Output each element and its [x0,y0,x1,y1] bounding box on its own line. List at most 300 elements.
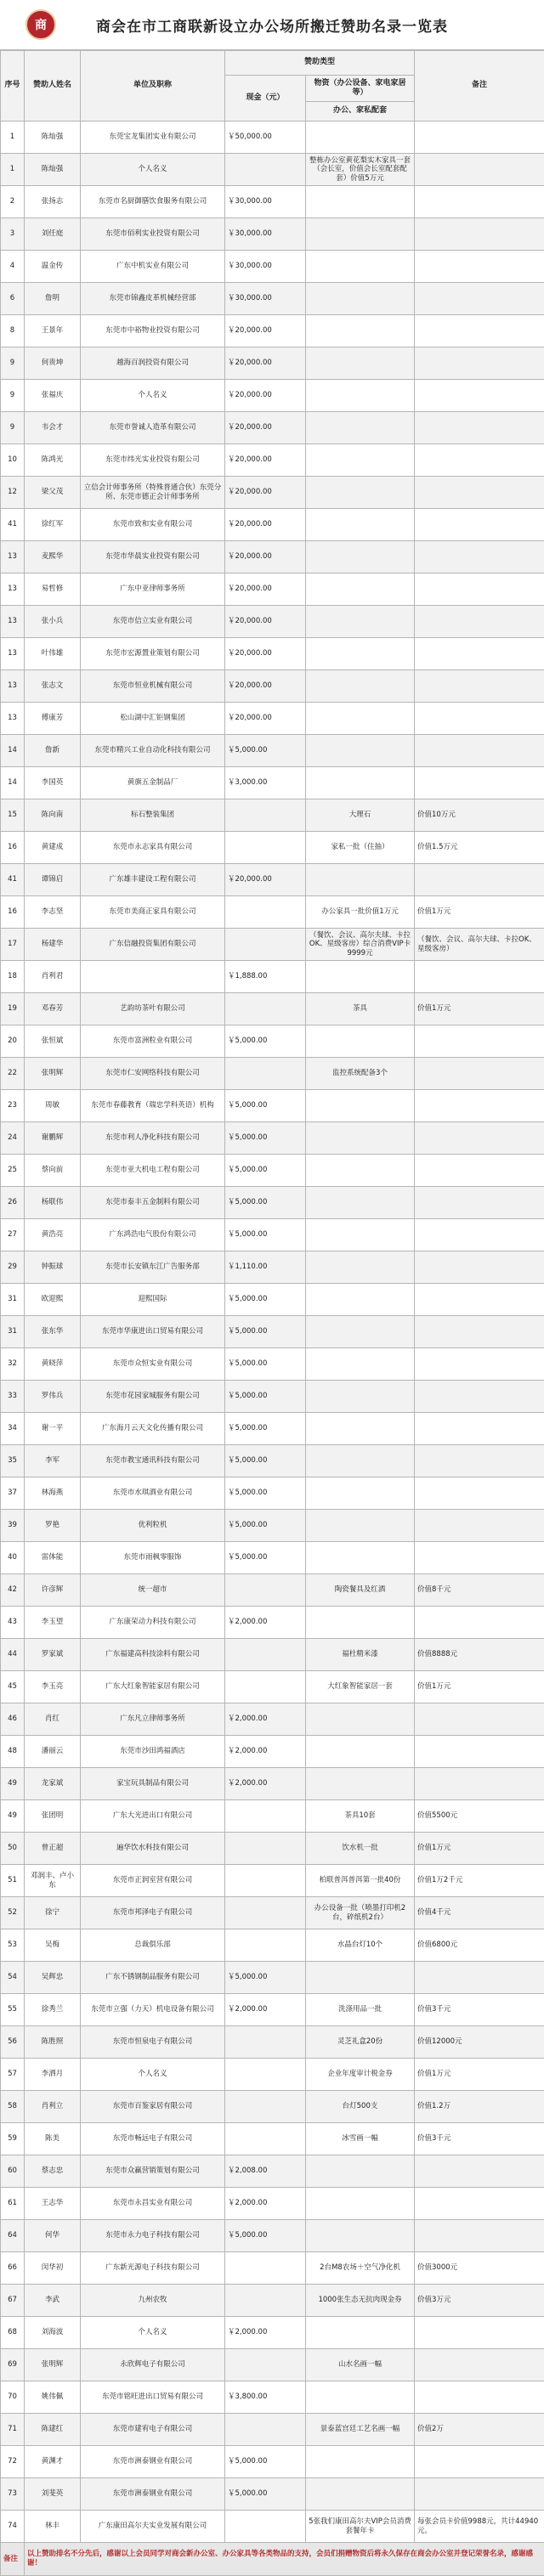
row-name: 肖利立 [25,2091,81,2123]
row-cash: ￥2,000.00 [225,2188,306,2220]
row-goods [306,251,415,283]
table-row [1,1703,544,1736]
row-cash: ￥5,000.00 [225,2446,306,2478]
table-row [1,1833,544,1865]
row-seq: 13 [1,573,25,606]
row-note: 价值3000元 [415,2252,544,2285]
row-note [415,1284,544,1316]
row-goods [306,2155,415,2188]
row-name: 曾正超 [25,1833,81,1865]
table-row [1,1251,544,1284]
row-note: 价值3千元 [415,1994,544,2026]
table-row [1,2026,544,2059]
row-note: 价值1.2万 [415,2091,544,2123]
row-unit: 东莞市立强（力天）机电设备有限公司 [81,1994,225,2026]
row-cash: ￥20,000.00 [225,606,306,638]
table-row [1,2317,544,2349]
row-name: 何华 [25,2220,81,2252]
row-cash: ￥5,000.00 [225,1122,306,1155]
row-unit: 东莞市誉诚人造革有限公司 [81,412,225,444]
row-goods [306,1736,415,1768]
row-cash [225,1800,306,1833]
row-name: 谭锦启 [25,864,81,896]
row-name: 陈向南 [25,799,81,832]
table-row [1,1962,544,1994]
row-goods: 5张我们康田高尔夫VIP会员消费套餐年卡 [306,2511,415,2543]
row-name: 刘海波 [25,2317,81,2349]
row-goods [306,1219,415,1251]
row-name: 张团明 [25,1800,81,1833]
row-note [415,154,544,186]
row-cash [225,1929,306,1962]
row-goods [306,1768,415,1800]
row-cash: ￥5,000.00 [225,1025,306,1058]
row-goods [306,1962,415,1994]
row-unit: 广东信融投资集团有限公司 [81,929,225,961]
row-seq: 72 [1,2446,25,2478]
row-seq: 51 [1,1865,25,1897]
row-note [415,1381,544,1413]
header-seq: 序号 [1,51,25,121]
table-row [1,477,544,509]
table-row [1,573,544,606]
row-seq: 43 [1,1607,25,1639]
row-unit: 东莞市洲泰钢业有限公司 [81,2446,225,2478]
row-unit: 广东康荣动力科技有限公司 [81,1607,225,1639]
row-name: 刘斐英 [25,2478,81,2511]
row-seq: 2 [1,186,25,218]
row-unit: 优利粒机 [81,1510,225,1542]
table-row [1,2155,544,2188]
table-row [1,1639,544,1671]
row-note [415,412,544,444]
row-unit: 遍华饮水科技有限公司 [81,1833,225,1865]
row-goods: （餐饮、会议、高尔夫球、卡拉OK、星级客房）综合消费VIP卡9999元 [306,929,415,961]
table-row [1,1445,544,1477]
row-note [415,1058,544,1090]
row-name: 龙家斌 [25,1768,81,1800]
row-seq: 33 [1,1381,25,1413]
table-row [1,1865,544,1897]
table-row [1,2511,544,2543]
table-row [1,1284,544,1316]
row-note [415,670,544,703]
row-cash [225,1639,306,1671]
row-seq: 57 [1,2059,25,2091]
header-goods-sub: 办公、家私配套 [306,102,415,121]
row-unit: 东莞市佰利实业投资有限公司 [81,218,225,251]
row-note [415,509,544,541]
table-row [1,2123,544,2155]
row-seq: 9 [1,347,25,380]
row-seq: 67 [1,2285,25,2317]
row-seq: 13 [1,670,25,703]
table-row [1,380,544,412]
row-seq: 46 [1,1703,25,1736]
row-goods [306,2220,415,2252]
footer-text: 以上赞助排名不分先后，感谢以上会员同学对商会新办公室、办公家具等各类物品的支持，会员们捐赠物资后将永久保存在商会办公室并登记荣誉名录，感谢感谢！ [25,2543,544,2576]
row-name: 黄建成 [25,832,81,864]
row-note [415,703,544,735]
row-seq: 39 [1,1510,25,1542]
row-unit: 统一超市 [81,1574,225,1607]
row-name: 陈胜照 [25,2026,81,2059]
row-goods [306,767,415,799]
row-name: 易哲修 [25,573,81,606]
row-name: 姚伟佩 [25,2381,81,2414]
row-unit: 广东雄丰建设工程有限公司 [81,864,225,896]
row-note: 价值1万元 [415,1671,544,1703]
table-row [1,2349,544,2381]
row-goods [306,670,415,703]
header-unit: 单位及职称 [81,51,225,121]
row-note: 价值1万元 [415,1833,544,1865]
row-cash: ￥20,000.00 [225,444,306,477]
row-unit: 东莞市邦泽电子有限公司 [81,1897,225,1929]
row-unit: 广东凡立律师事务所 [81,1703,225,1736]
row-name: 张恒斌 [25,1025,81,1058]
row-name: 闵华初 [25,2252,81,2285]
row-name: 张志文 [25,670,81,703]
table-row [1,703,544,735]
row-cash: ￥20,000.00 [225,412,306,444]
row-note [415,1155,544,1187]
row-note [415,1736,544,1768]
row-unit: 总裁俱乐部 [81,1929,225,1962]
table-row [1,315,544,347]
row-unit: 东莞市纬光实业投资有限公司 [81,444,225,477]
sponsor-rows [1,121,544,2543]
row-goods [306,121,415,154]
row-cash: ￥5,000.00 [225,1542,306,1574]
row-goods [306,1381,415,1413]
row-cash: ￥20,000.00 [225,477,306,509]
row-cash: ￥5,000.00 [225,1413,306,1445]
footer-row [1,2543,544,2576]
row-seq: 23 [1,1090,25,1122]
table-row [1,1122,544,1155]
row-seq: 66 [1,2252,25,2285]
table-row [1,1025,544,1058]
row-seq: 42 [1,1574,25,1607]
row-goods [306,1187,415,1219]
row-cash: ￥20,000.00 [225,347,306,380]
row-seq: 18 [1,961,25,993]
table-row [1,1671,544,1703]
row-seq: 31 [1,1284,25,1316]
row-goods [306,509,415,541]
row-unit: 广东海月云天文化传播有限公司 [81,1413,225,1445]
row-cash: ￥20,000.00 [225,670,306,703]
row-note [415,1219,544,1251]
logo-mark: 商 [35,16,47,33]
row-goods [306,444,415,477]
row-cash [225,2059,306,2091]
row-seq: 44 [1,1639,25,1671]
row-goods [306,1025,415,1058]
row-name: 吴辉忠 [25,1962,81,1994]
header-type: 赞助类型 [225,51,415,76]
row-cash: ￥3,800.00 [225,2381,306,2414]
row-note: 价值3千元 [415,2123,544,2155]
row-note [415,1025,544,1058]
row-goods: 洗涤用品一批 [306,1994,415,2026]
row-unit: 东莞市华康进出口贸易有限公司 [81,1316,225,1348]
row-unit: 立信会计师事务所（特殊普通合伙）东莞分所、东莞市德正会计师事务所 [81,477,225,509]
row-goods [306,315,415,347]
table-row [1,1510,544,1542]
row-goods [306,477,415,509]
row-cash [225,2026,306,2059]
table-row [1,606,544,638]
row-seq: 8 [1,315,25,347]
row-seq: 14 [1,735,25,767]
row-note [415,1122,544,1155]
row-unit: 东莞市富洲粒业有限公司 [81,1025,225,1058]
row-note [415,1348,544,1381]
row-cash: ￥20,000.00 [225,573,306,606]
row-unit: 东莞市仁安网络科技有限公司 [81,1058,225,1090]
row-name: 钟振球 [25,1251,81,1284]
row-name: 谢鹏辉 [25,1122,81,1155]
row-unit: 东莞市信立实业有限公司 [81,606,225,638]
row-unit: 个人名义 [81,154,225,186]
row-name: 李志坚 [25,896,81,929]
table-row [1,2091,544,2123]
row-seq: 56 [1,2026,25,2059]
row-name: 黄晓萍 [25,1348,81,1381]
row-goods: 景泰蓝宫廷工艺名画一幅 [306,2414,415,2446]
header-goods: 物资（办公设备、家电家居等） [306,76,415,102]
row-note: 价值8888元 [415,1639,544,1671]
row-goods [306,2188,415,2220]
row-seq: 49 [1,1800,25,1833]
row-goods: 灵芝礼盒20份 [306,2026,415,2059]
row-cash: ￥5,000.00 [225,1284,306,1316]
row-goods: 大理石 [306,799,415,832]
row-seq: 9 [1,380,25,412]
row-goods: 茶具10套 [306,1800,415,1833]
row-cash: ￥5,000.00 [225,1316,306,1348]
row-cash [225,929,306,961]
row-goods [306,186,415,218]
row-seq: 41 [1,864,25,896]
row-note [415,2381,544,2414]
row-note [415,477,544,509]
table-row [1,1381,544,1413]
footer-label: 备注 [1,2543,25,2576]
row-cash [225,154,306,186]
row-name: 麦熙华 [25,541,81,573]
row-name: 李武 [25,2285,81,2317]
row-note: 价值1.5万元 [415,832,544,864]
row-unit: 迎熙国际 [81,1284,225,1316]
row-cash: ￥20,000.00 [225,380,306,412]
row-name: 蔡志忠 [25,2155,81,2188]
row-note [415,121,544,154]
row-name: 雷体能 [25,1542,81,1574]
row-unit: 东莞市恒泉电子有限公司 [81,2026,225,2059]
row-note [415,606,544,638]
row-unit: 东莞市洲泰钢业有限公司 [81,2478,225,2511]
row-cash: ￥5,000.00 [225,1381,306,1413]
row-cash: ￥5,000.00 [225,1090,306,1122]
row-goods [306,961,415,993]
row-seq: 31 [1,1316,25,1348]
table-row [1,2414,544,2446]
row-unit: 广东中亚律师事务所 [81,573,225,606]
row-unit: 东莞市水琪酒业有限公司 [81,1477,225,1510]
row-name: 杨联伟 [25,1187,81,1219]
row-note [415,541,544,573]
row-cash: ￥20,000.00 [225,509,306,541]
row-unit: 东莞市铭旺进出口贸易有限公司 [81,2381,225,2414]
row-name: 杨建华 [25,929,81,961]
row-seq: 24 [1,1122,25,1155]
row-goods [306,2381,415,2414]
row-seq: 13 [1,606,25,638]
row-note [415,218,544,251]
row-unit: 东莞宝龙集团实业有限公司 [81,121,225,154]
row-goods: 大红象智能家居一套 [306,1671,415,1703]
row-name: 张小兵 [25,606,81,638]
row-unit: 东莞市正润室营有限公司 [81,1865,225,1897]
row-cash: ￥2,000.00 [225,1703,306,1736]
table-row [1,993,544,1025]
row-cash [225,896,306,929]
row-unit: 东莞市名厨御膳饮食服务有限公司 [81,186,225,218]
row-cash [225,1897,306,1929]
row-unit: 东莞市锦鑫皮革机械经营部 [81,283,225,315]
row-unit: 东莞市沙田鸿福酒店 [81,1736,225,1768]
table-row [1,1607,544,1639]
row-cash: ￥1,888.00 [225,961,306,993]
row-seq: 68 [1,2317,25,2349]
row-goods [306,1542,415,1574]
row-goods: 家私一批（住抽） [306,832,415,864]
table-row [1,154,544,186]
table-row [1,121,544,154]
row-name: 叶伟雄 [25,638,81,670]
row-seq: 48 [1,1736,25,1768]
row-name: 陈美 [25,2123,81,2155]
row-note: 价值8千元 [415,1574,544,1607]
row-name: 吴梅 [25,1929,81,1962]
row-note: 价值3万元 [415,2285,544,2317]
table-row [1,1316,544,1348]
row-seq: 34 [1,1413,25,1445]
row-goods [306,1316,415,1348]
table-row [1,1187,544,1219]
row-note: 价值5500元 [415,1800,544,1833]
row-note: 价值12000元 [415,2026,544,2059]
row-name: 徐宁 [25,1897,81,1929]
row-seq: 29 [1,1251,25,1284]
row-name: 周敏 [25,1090,81,1122]
row-unit: 东莞市花园家城服务有限公司 [81,1381,225,1413]
row-name: 梁父茂 [25,477,81,509]
row-seq: 70 [1,2381,25,2414]
row-cash [225,993,306,1025]
row-seq: 13 [1,703,25,735]
row-seq: 60 [1,2155,25,2188]
row-note: 价值10万元 [415,799,544,832]
row-note [415,444,544,477]
row-name: 肖利君 [25,961,81,993]
table-row [1,1348,544,1381]
row-unit: 越海百润投资有限公司 [81,347,225,380]
row-note [415,1477,544,1510]
row-seq: 10 [1,444,25,477]
row-note [415,2478,544,2511]
table-row [1,832,544,864]
row-name: 李国英 [25,767,81,799]
row-seq: 64 [1,2220,25,2252]
row-unit: 个人名义 [81,2059,225,2091]
row-cash [225,799,306,832]
row-goods [306,1703,415,1736]
row-name: 陈鸿光 [25,444,81,477]
row-unit [81,961,225,993]
row-goods [306,1284,415,1316]
table-row [1,1574,544,1607]
table-row [1,1477,544,1510]
table-row [1,218,544,251]
row-unit: 东莞市长安镇东江广告服务部 [81,1251,225,1284]
table-row [1,896,544,929]
row-unit: 东莞市众恒实业有限公司 [81,1348,225,1381]
row-goods: 饮水机一批 [306,1833,415,1865]
row-unit: 广东鸿浩电气股份有限公司 [81,1219,225,1251]
row-seq: 9 [1,412,25,444]
row-seq: 3 [1,218,25,251]
page-title: 商会在市工商联新设立办公场所搬迁赞助名录一览表 [96,14,448,36]
row-name: 罗家斌 [25,1639,81,1671]
table-row [1,1768,544,1800]
row-unit: 广东大光进出口有限公司 [81,1800,225,1833]
table-row [1,1155,544,1187]
row-name: 傅康芳 [25,703,81,735]
row-cash [225,2511,306,2543]
row-seq: 69 [1,2349,25,2381]
row-name: 罗伟兵 [25,1381,81,1413]
row-name: 邓润丰、卢小东 [25,1865,81,1897]
row-cash: ￥5,000.00 [225,1445,306,1477]
row-note [415,347,544,380]
row-goods [306,1348,415,1381]
row-note [415,1316,544,1348]
row-name: 韦会才 [25,412,81,444]
table-row [1,799,544,832]
table-row [1,2252,544,2285]
row-name: 蔡向前 [25,1155,81,1187]
row-seq: 71 [1,2414,25,2446]
row-goods [306,1090,415,1122]
row-unit: 东莞市建宥电子有限公司 [81,2414,225,2446]
row-unit: 标石整装集团 [81,799,225,832]
row-goods [306,541,415,573]
row-note [415,864,544,896]
row-name: 李军 [25,1445,81,1477]
row-note [415,767,544,799]
row-cash: ￥20,000.00 [225,864,306,896]
row-unit: 广东康田高尔夫实业发展有限公司 [81,2511,225,2543]
row-unit: 黄旗五金制品厂 [81,767,225,799]
table-row [1,186,544,218]
row-note [415,1510,544,1542]
row-name: 李洒月 [25,2059,81,2091]
row-goods [306,283,415,315]
